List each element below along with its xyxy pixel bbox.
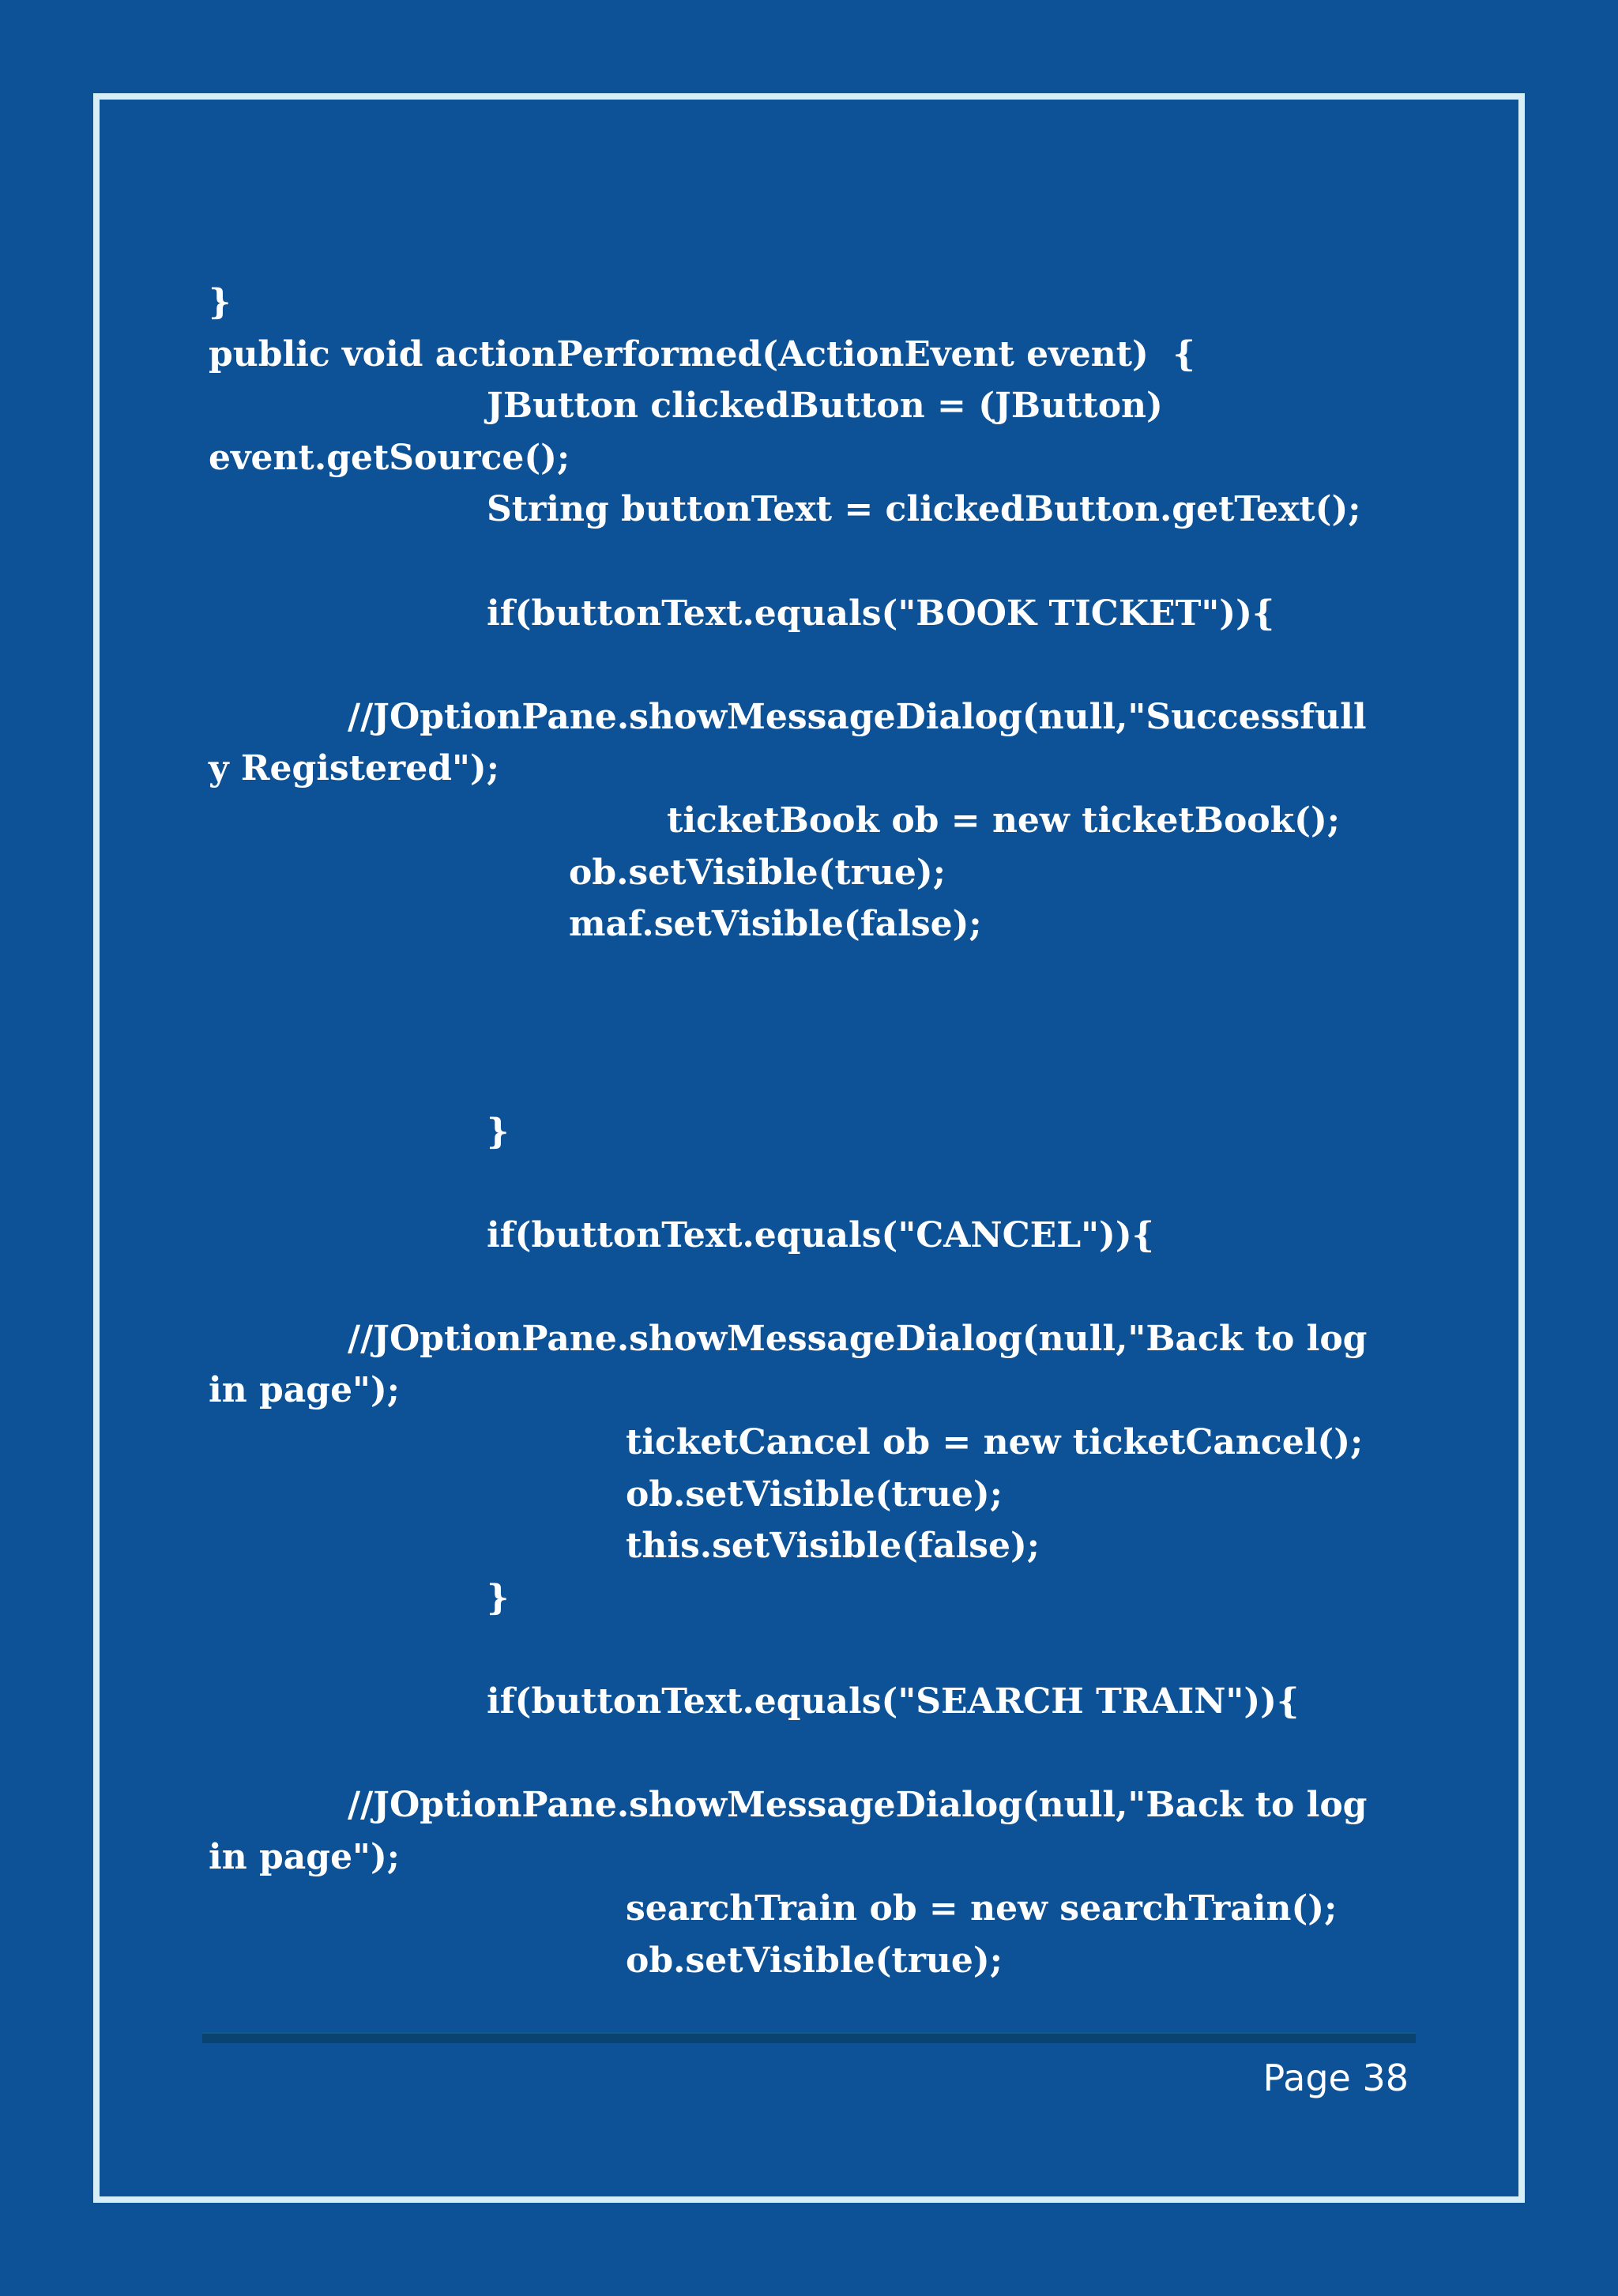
- code-line: if(buttonText.equals("CANCEL")){: [487, 1214, 1154, 1255]
- code-line: [209, 536, 1425, 588]
- code-line: maf.setVisible(false);: [569, 904, 982, 945]
- code-line: this.setVisible(false);: [626, 1526, 1040, 1567]
- code-line: [209, 1054, 1425, 1106]
- code-line: ticketBook ob = new ticketBook();: [667, 800, 1341, 841]
- code-line: ob.setVisible(true);: [626, 1940, 1003, 1981]
- code-line: [209, 950, 1425, 1003]
- code-line: //JOptionPane.showMessageDialog(null,"Back to log: [348, 1318, 1368, 1359]
- code-line: }: [487, 1111, 510, 1152]
- code-line: if(buttonText.equals("BOOK TICKET")){: [487, 593, 1275, 634]
- code-line: y Registered");: [209, 748, 499, 789]
- code-line: }: [209, 282, 231, 322]
- code-line: [209, 1624, 1425, 1676]
- code-line: //JOptionPane.showMessageDialog(null,"Back to log: [348, 1785, 1368, 1826]
- code-line: [209, 1157, 1425, 1210]
- code-line: public void actionPerformed(ActionEvent event) {: [209, 333, 1195, 375]
- code-line: [209, 1002, 1425, 1054]
- code-line: in page");: [209, 1836, 401, 1877]
- code-line: }: [487, 1577, 510, 1618]
- code-line: //JOptionPane.showMessageDialog(null,"Successfull: [348, 696, 1367, 737]
- code-line: [209, 1728, 1425, 1780]
- code-line: in page");: [209, 1370, 401, 1411]
- code-line: if(buttonText.equals("SEARCH TRAIN")){: [487, 1681, 1300, 1722]
- code-line: String buttonText = clickedButton.getText();: [487, 489, 1361, 530]
- code-line: [209, 1261, 1425, 1313]
- code-line: [209, 639, 1425, 691]
- code-line: ticketCancel ob = new ticketCancel();: [626, 1422, 1364, 1463]
- code-line: JButton clickedButton = (JButton): [487, 386, 1163, 427]
- page-number: Page 38: [1262, 2057, 1409, 2099]
- code-listing: [209, 277, 1425, 1987]
- footer-rule: [202, 2032, 1416, 2043]
- code-line: ob.setVisible(true);: [569, 852, 946, 893]
- code-line: ob.setVisible(true);: [626, 1474, 1003, 1515]
- code-line: searchTrain ob = new searchTrain();: [626, 1888, 1338, 1929]
- code-line: event.getSource();: [209, 437, 570, 478]
